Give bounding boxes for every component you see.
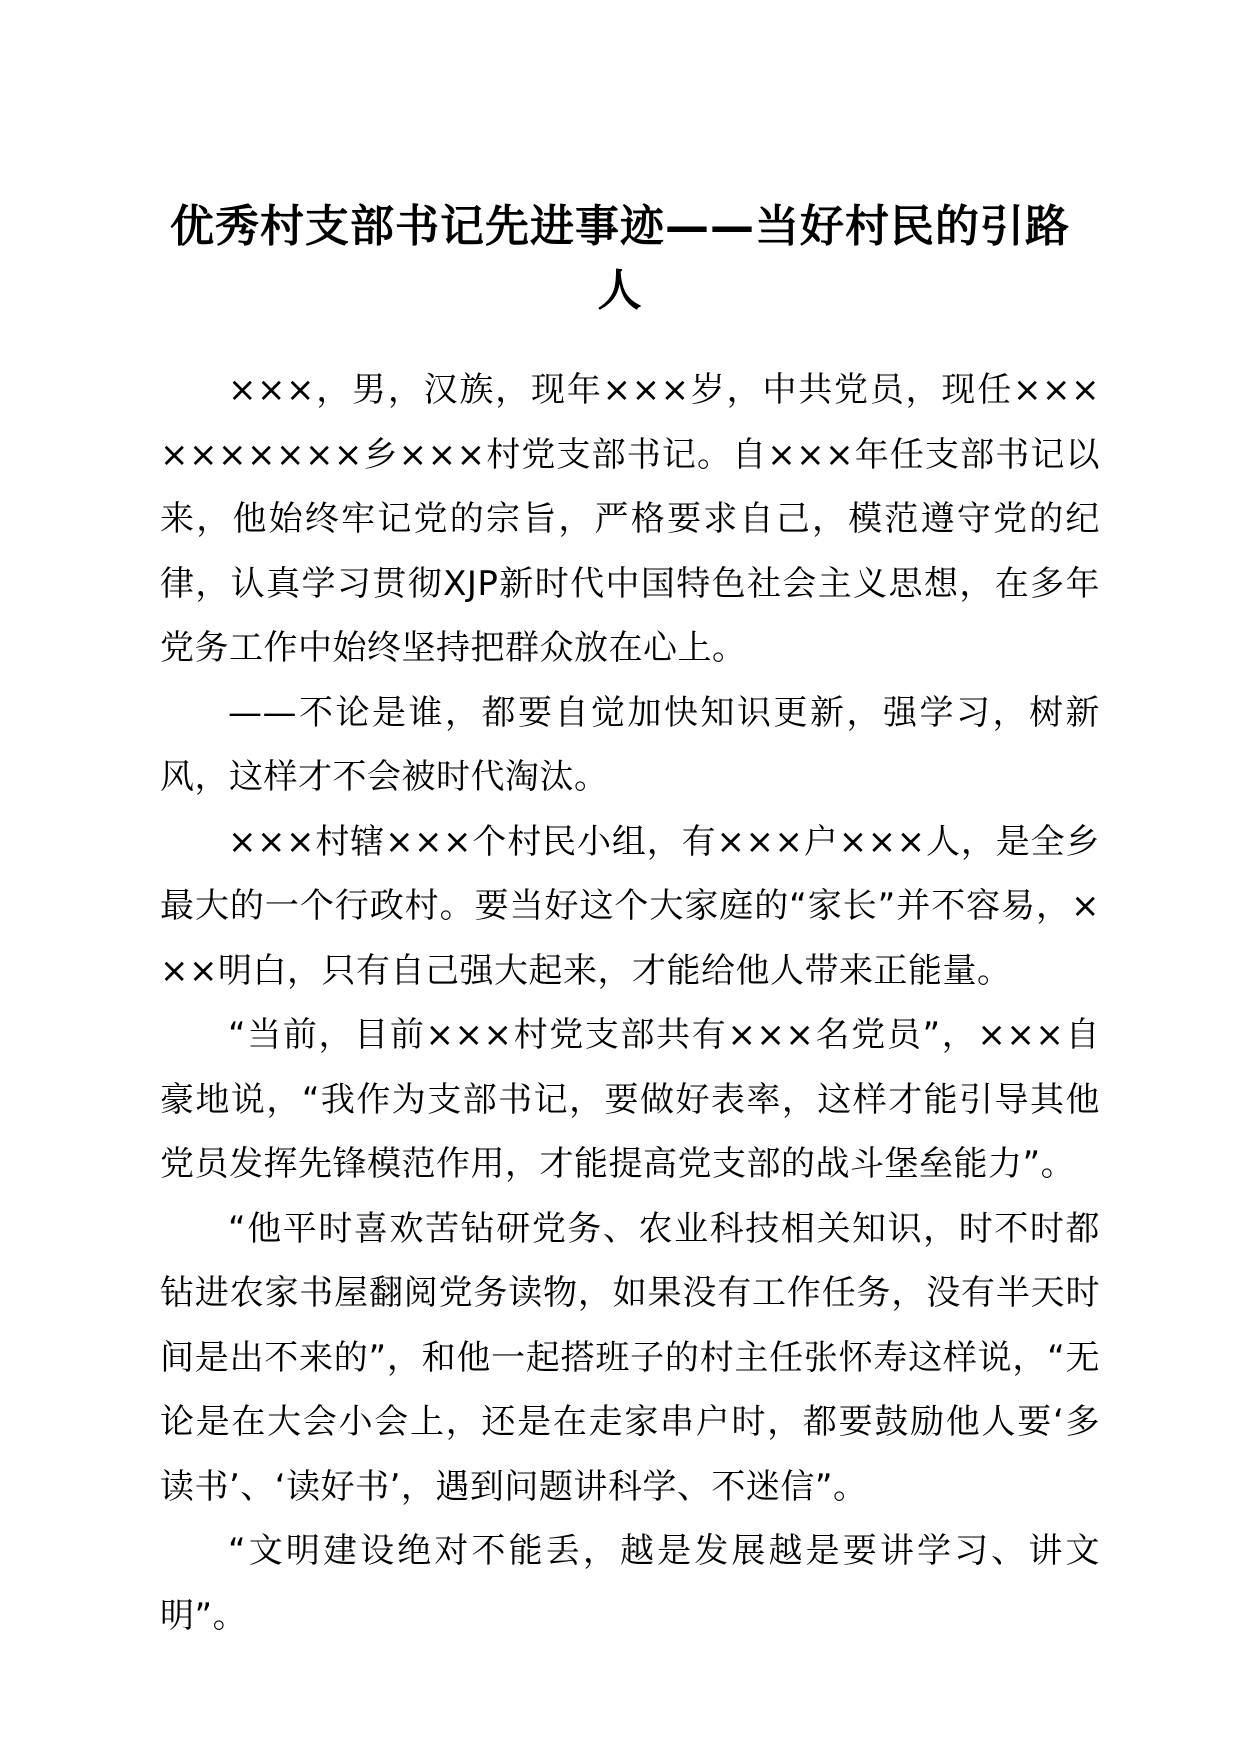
document-body <box>160 358 1100 1648</box>
paragraph-civilization: “文明建设绝对不能丢，越是发展越是要讲学习、讲文明”。 <box>160 1531 1100 1636</box>
paragraph-village-overview: ×××村辖×××个村民小组，有×××户×××人，是全乡最大的一个行政村。要当好这个大家庭的“家长”并不容易，×××明白，只有自己强大起来，才能给他人带来正能量。 <box>160 821 1100 991</box>
paragraph-learning-motto: ——不论是谁，都要自觉加快知识更新，强学习，树新风，这样才不会被时代淘汰。 <box>160 692 1100 797</box>
document-title: 优秀村支部书记先进事迹——当好村民的引路人 <box>170 201 1070 316</box>
paragraph-party-members: “当前，目前×××村党支部共有×××名党员”，×××自豪地说，“我作为支部书记，要做好表率，这样才能引导其他党员发挥先锋模范作用，才能提高党支部的战斗堡垒能力”。 <box>160 1015 1100 1184</box>
paragraph-introduction: ×××，男，汉族，现年×××岁，中共党员，现任××××××××××乡×××村党支部书记。自×××年任支部书记以来，他始终牢记党的宗旨，严格要求自己，模范遵守党的纪律，认真学习贯彻XJP新时代中国特色社会主义思想，在多年党务工作中始终坚持把群众放在心上。 <box>160 370 1100 668</box>
paragraph-colleague-quote: “他平时喜欢苦钻研党务、农业科技相关知识，时不时都钻进农家书屋翻阅党务读物，如果没有工作任务，没有半天时间是出不来的”，和他一起搭班子的村主任张怀寿这样说，“无论是在大会小会上，还是在走家串户时，都要鼓励他人要‘多读书’、‘读好书’，遇到问题讲科学、不迷信”。 <box>160 1208 1100 1507</box>
